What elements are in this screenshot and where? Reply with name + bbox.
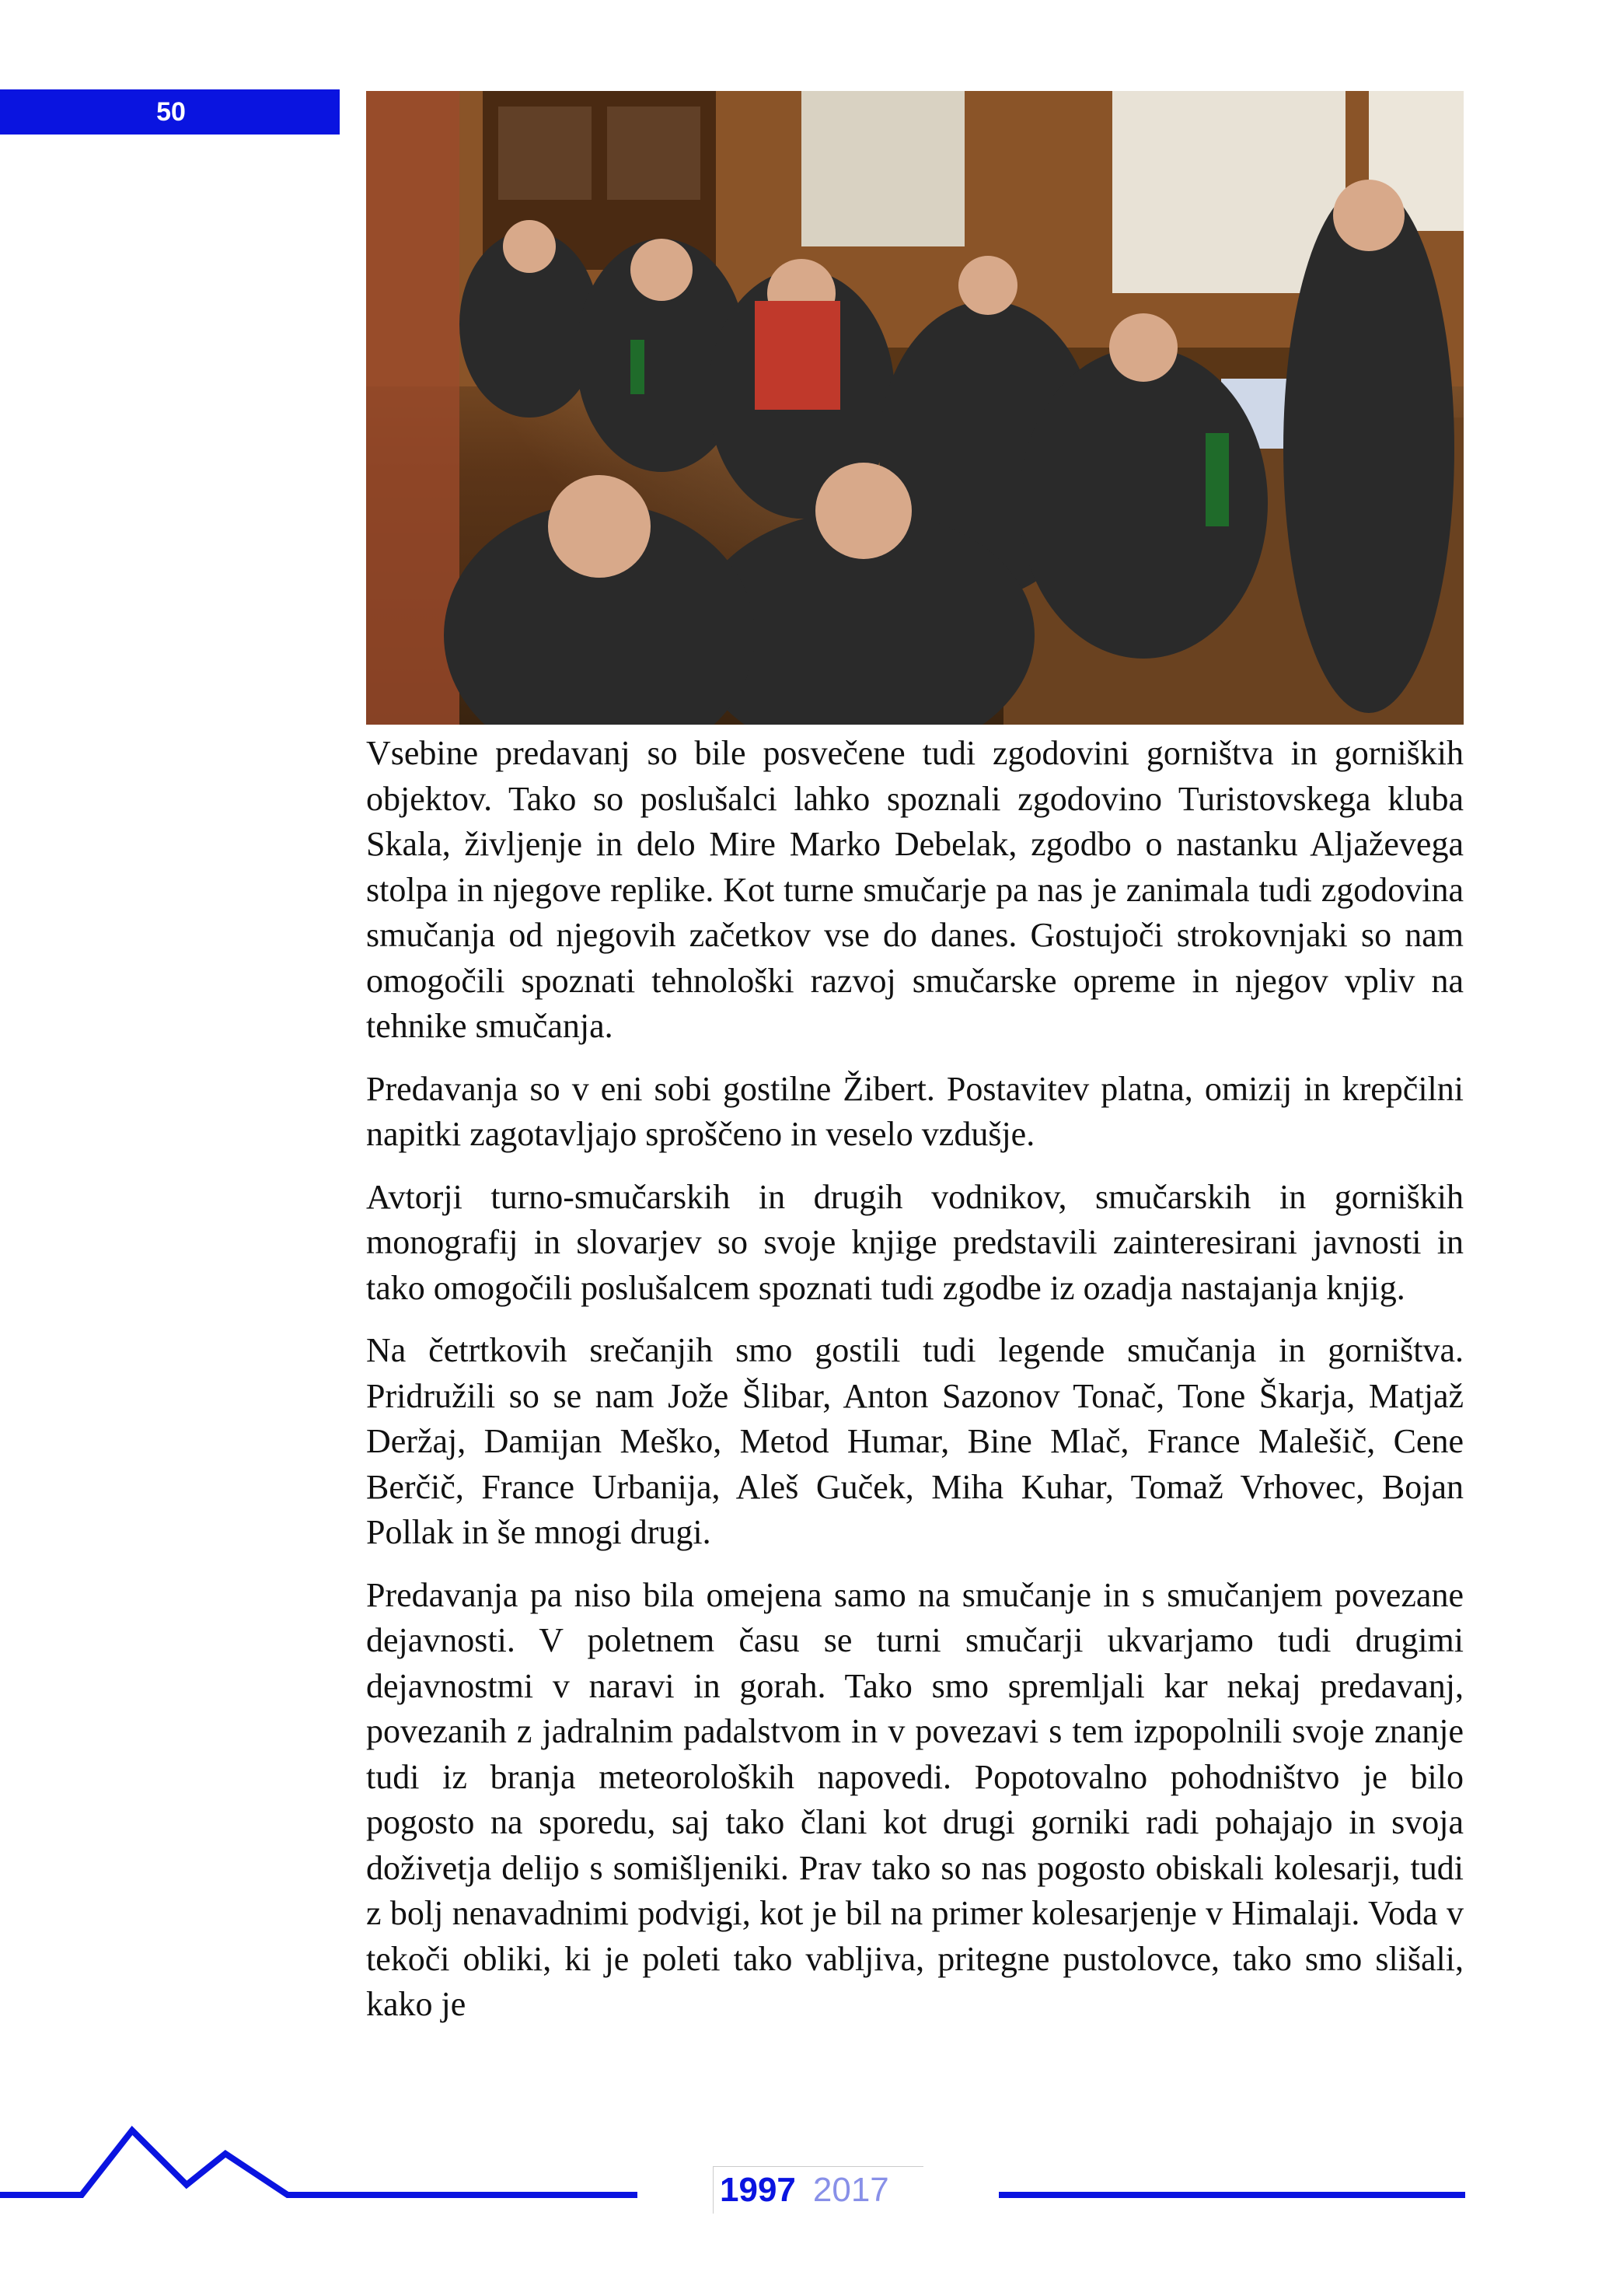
year-end: 2017 (812, 2171, 889, 2209)
year-start: 1997 (720, 2171, 796, 2209)
page-number: 50 (156, 97, 186, 127)
paragraph: Vsebine predavanj so bile posvečene tudi zgodovini gorništva in gorniških objektov. Tako so poslušalci lahko spoznali zgodovino Turistovskega kluba Skala, življenje in delo Mire Marko Debelak, zgodbo o nastanku Aljaževega stolpa in njegove replike. Kot turne smučarje pa nas je zanimala tudi zgodovina smučanja od njegovih začetkov vse do danes. Gostujoči strokovnjaki so nam omogočili spoznati tehnološki razvoj smučarske opreme in njegov vpliv na tehnike smučanja. (366, 734, 1464, 1045)
paragraph: Predavanja pa niso bila omejena samo na smučanje in s smučanjem povezane dejavnosti. V poletnem času se turni smučarji ukvarjamo tudi drugimi dejavnostmi v naravi in gorah. Tako smo spremljali kar nekaj predavanj, povezanih z jadralnim padalstvom in v povezavi s tem izpopolnili svoje znanje tudi iz branja meteoroloških napovedi. Popotovalno pohodništvo je bilo pogosto na sporedu, saj tako člani kot drugi gorniki radi pohajajo in svoja doživetja delijo s somišljeniki. Prav tako so nas pogosto obiskali kolesarji, tudi z bolj nenavadnimi podvigi, kot je bil na primer kolesarjenje v Himalaji. Voda v tekoči obliki, ki je poleti tako vabljiva, pritegne pustolovce, tako smo slišali, kako je (366, 1575, 1464, 2023)
paragraph: Predavanja so v eni sobi gostilne Žibert. Postavitev platna, omizij in krepčilni napitki zagotavljajo sproščeno in veselo vzdušje. (366, 1069, 1464, 1153)
footer-line-right (999, 2192, 1465, 2198)
event-photo (366, 91, 1464, 725)
footer-line-left (288, 2192, 637, 2198)
mountain-icon (0, 2123, 295, 2200)
photo-image (366, 91, 1464, 725)
paragraph: Na četrtkovih srečanjih smo gostili tudi legende smučanja in gorništva. Pridružili so se nam Jože Šlibar, Anton Sazonov Tonač, Tone Škarja, Matjaž Deržaj, Damijan Meško, Metod Humar, Bine Mlač, France Malešič, Cene Berčič, France Urbanija, Aleš Guček, Miha Kuhar, Tomaž Vrhovec, Bojan Pollak in še mnogi drugi. (366, 1331, 1464, 1551)
paragraph: Avtorji turno-smučarskih in drugih vodnikov, smučarskih in gorniških monografij in slovarjev so svoje knjige predstavili zainteresirani javnosti in tako omogočili poslušalcem spoznati tudi zgodbe iz ozadja nastajanja knjig. (366, 1177, 1464, 1307)
page-number-tab (0, 89, 340, 135)
footer-years (713, 2166, 923, 2214)
article-text (366, 731, 1464, 2045)
